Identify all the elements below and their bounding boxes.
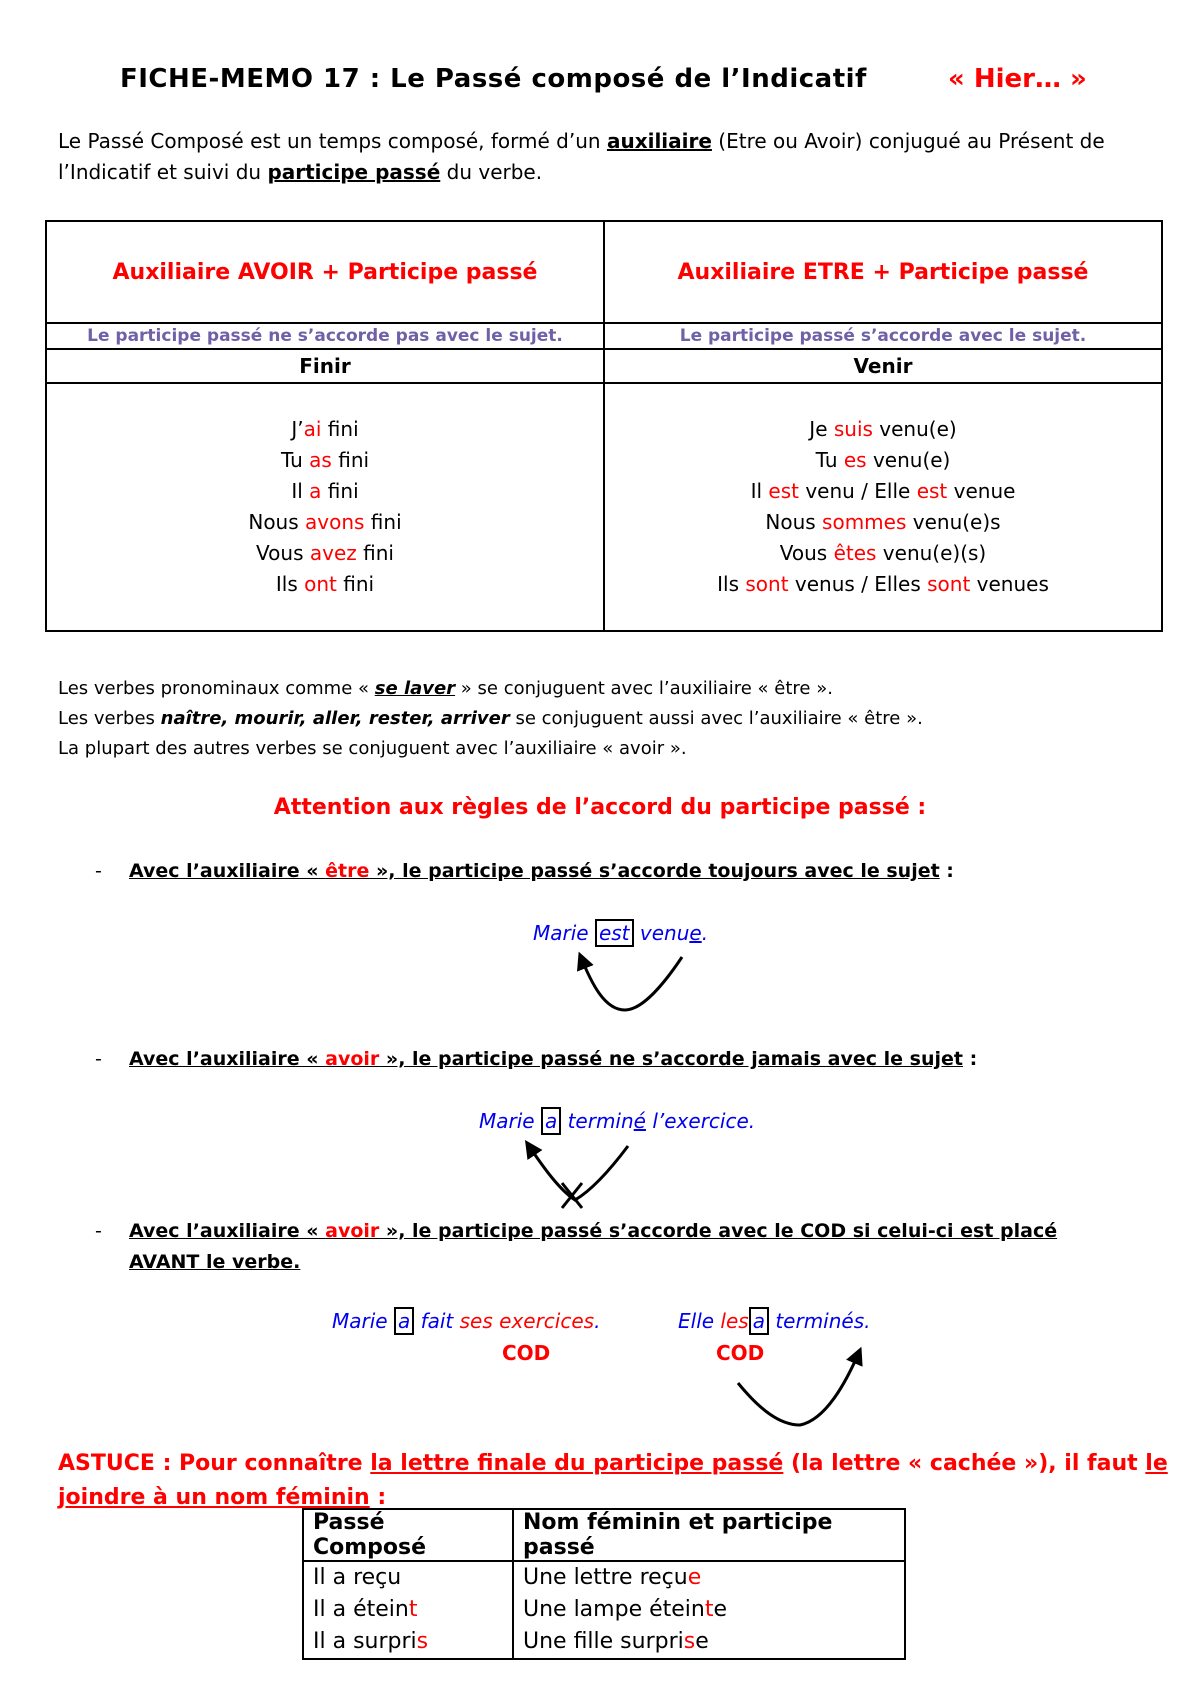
auxiliary-box: a [749, 1307, 769, 1335]
conj-line: Tu es venu(e) [815, 448, 951, 472]
cross-icon [562, 1183, 582, 1208]
conj-line: Nous avons fini [248, 510, 402, 534]
conj-line: Tu as fini [280, 448, 370, 472]
rule-avoir-cod: - Avec l’auxiliaire « avoir », le participe passé s’accorde avec le COD si celui-ci est placé AVANT le verbe. [95, 1220, 1058, 1273]
astuce-paragraph: ASTUCE : Pour connaître la lettre finale du participe passé (la lettre « cachée »), il faut le joindre à un nom féminin : [58, 1451, 1168, 1510]
etre-note: Le participe passé s’accorde avec le sujet. [604, 323, 1162, 349]
rule-line: Les verbes naître, mourir, aller, rester, arriver se conjuguent aussi avec l’auxiliaire « être ». [58, 708, 923, 729]
pc-cell: Il a éteint [313, 1597, 418, 1622]
pc-cell: Il a reçu [313, 1565, 402, 1590]
nf-cell: Une lampe éteinte [523, 1597, 728, 1622]
avoir-verb: Finir [46, 349, 604, 383]
conj-line: Il est venu / Elle est venue [750, 479, 1016, 503]
conj-line: Nous sommes venu(e)s [765, 510, 1001, 534]
table-row [303, 1561, 905, 1659]
rule-avoir: - Avec l’auxiliaire « avoir », le participe passé ne s’accorde jamais avec le sujet : [95, 1048, 978, 1070]
attention-heading: Attention aux règles de l’accord du participe passé : [273, 795, 927, 820]
nf-cell: Une fille surprise [523, 1629, 709, 1654]
example-avoir: Marie a terminé l’exercice. [479, 1109, 756, 1133]
rule-line: Les verbes pronominaux comme « se laver » se conjuguent avec l’auxiliaire « être ». [58, 678, 833, 699]
participe-passe-term: participe passé [267, 160, 441, 184]
cod-label: COD [502, 1341, 551, 1365]
page-subtitle: « Hier… » [948, 64, 1087, 94]
page-title: FICHE-MEMO 17 : Le Passé composé de l’Indicatif [120, 64, 867, 94]
rule-etre: - Avec l’auxiliaire « être », le participe passé s’accorde toujours avec le sujet : [95, 860, 954, 882]
auxiliary-box: est [595, 919, 634, 947]
example-etre: Marie est venue. [533, 921, 709, 945]
etre-verb: Venir [604, 349, 1162, 383]
auxiliaire-term: auxiliaire [606, 129, 712, 153]
avoir-header: Auxiliaire AVOIR + Participe passé [46, 221, 604, 323]
column-header: Nom féminin et participe passé [513, 1509, 905, 1561]
intro-paragraph: Le Passé Composé est un temps composé, formé d’un auxiliaire (Etre ou Avoir) conjugué au Présent de l’Indicatif et suivi du participe passé du verbe. [58, 129, 1105, 184]
nf-cell: Une lettre reçue [523, 1565, 702, 1590]
example-cod-after: Marie a fait ses exercices. [332, 1309, 601, 1333]
pc-cell: Il a surpris [313, 1629, 429, 1654]
etre-header: Auxiliaire ETRE + Participe passé [604, 221, 1162, 323]
conj-line: Vous êtes venu(e)(s) [779, 541, 987, 565]
conj-line: J’ai fini [291, 417, 359, 441]
no-agreement-arrow-avoir [527, 1143, 628, 1200]
conj-line: Ils ont fini [275, 572, 375, 596]
column-header: Passé Composé [303, 1509, 513, 1561]
auxiliary-box: a [541, 1107, 561, 1135]
conj-line: Ils sont venus / Elles sont venues [717, 572, 1049, 596]
conj-line: Vous avez fini [256, 541, 394, 565]
example-cod-before: Elle les a terminés. [678, 1309, 871, 1333]
agreement-arrow-etre [580, 955, 682, 1010]
agreement-arrow-cod [738, 1350, 860, 1425]
conj-line: Il a fini [291, 479, 359, 503]
rule-line: La plupart des autres verbes se conjuguent avec l’auxiliaire « avoir ». [58, 738, 687, 759]
astuce-table [302, 1508, 906, 1660]
cod-label: COD [716, 1341, 765, 1365]
avoir-note: Le participe passé ne s’accorde pas avec le sujet. [46, 323, 604, 349]
conj-line: Je suis venu(e) [809, 417, 957, 441]
auxiliary-box: a [394, 1307, 414, 1335]
